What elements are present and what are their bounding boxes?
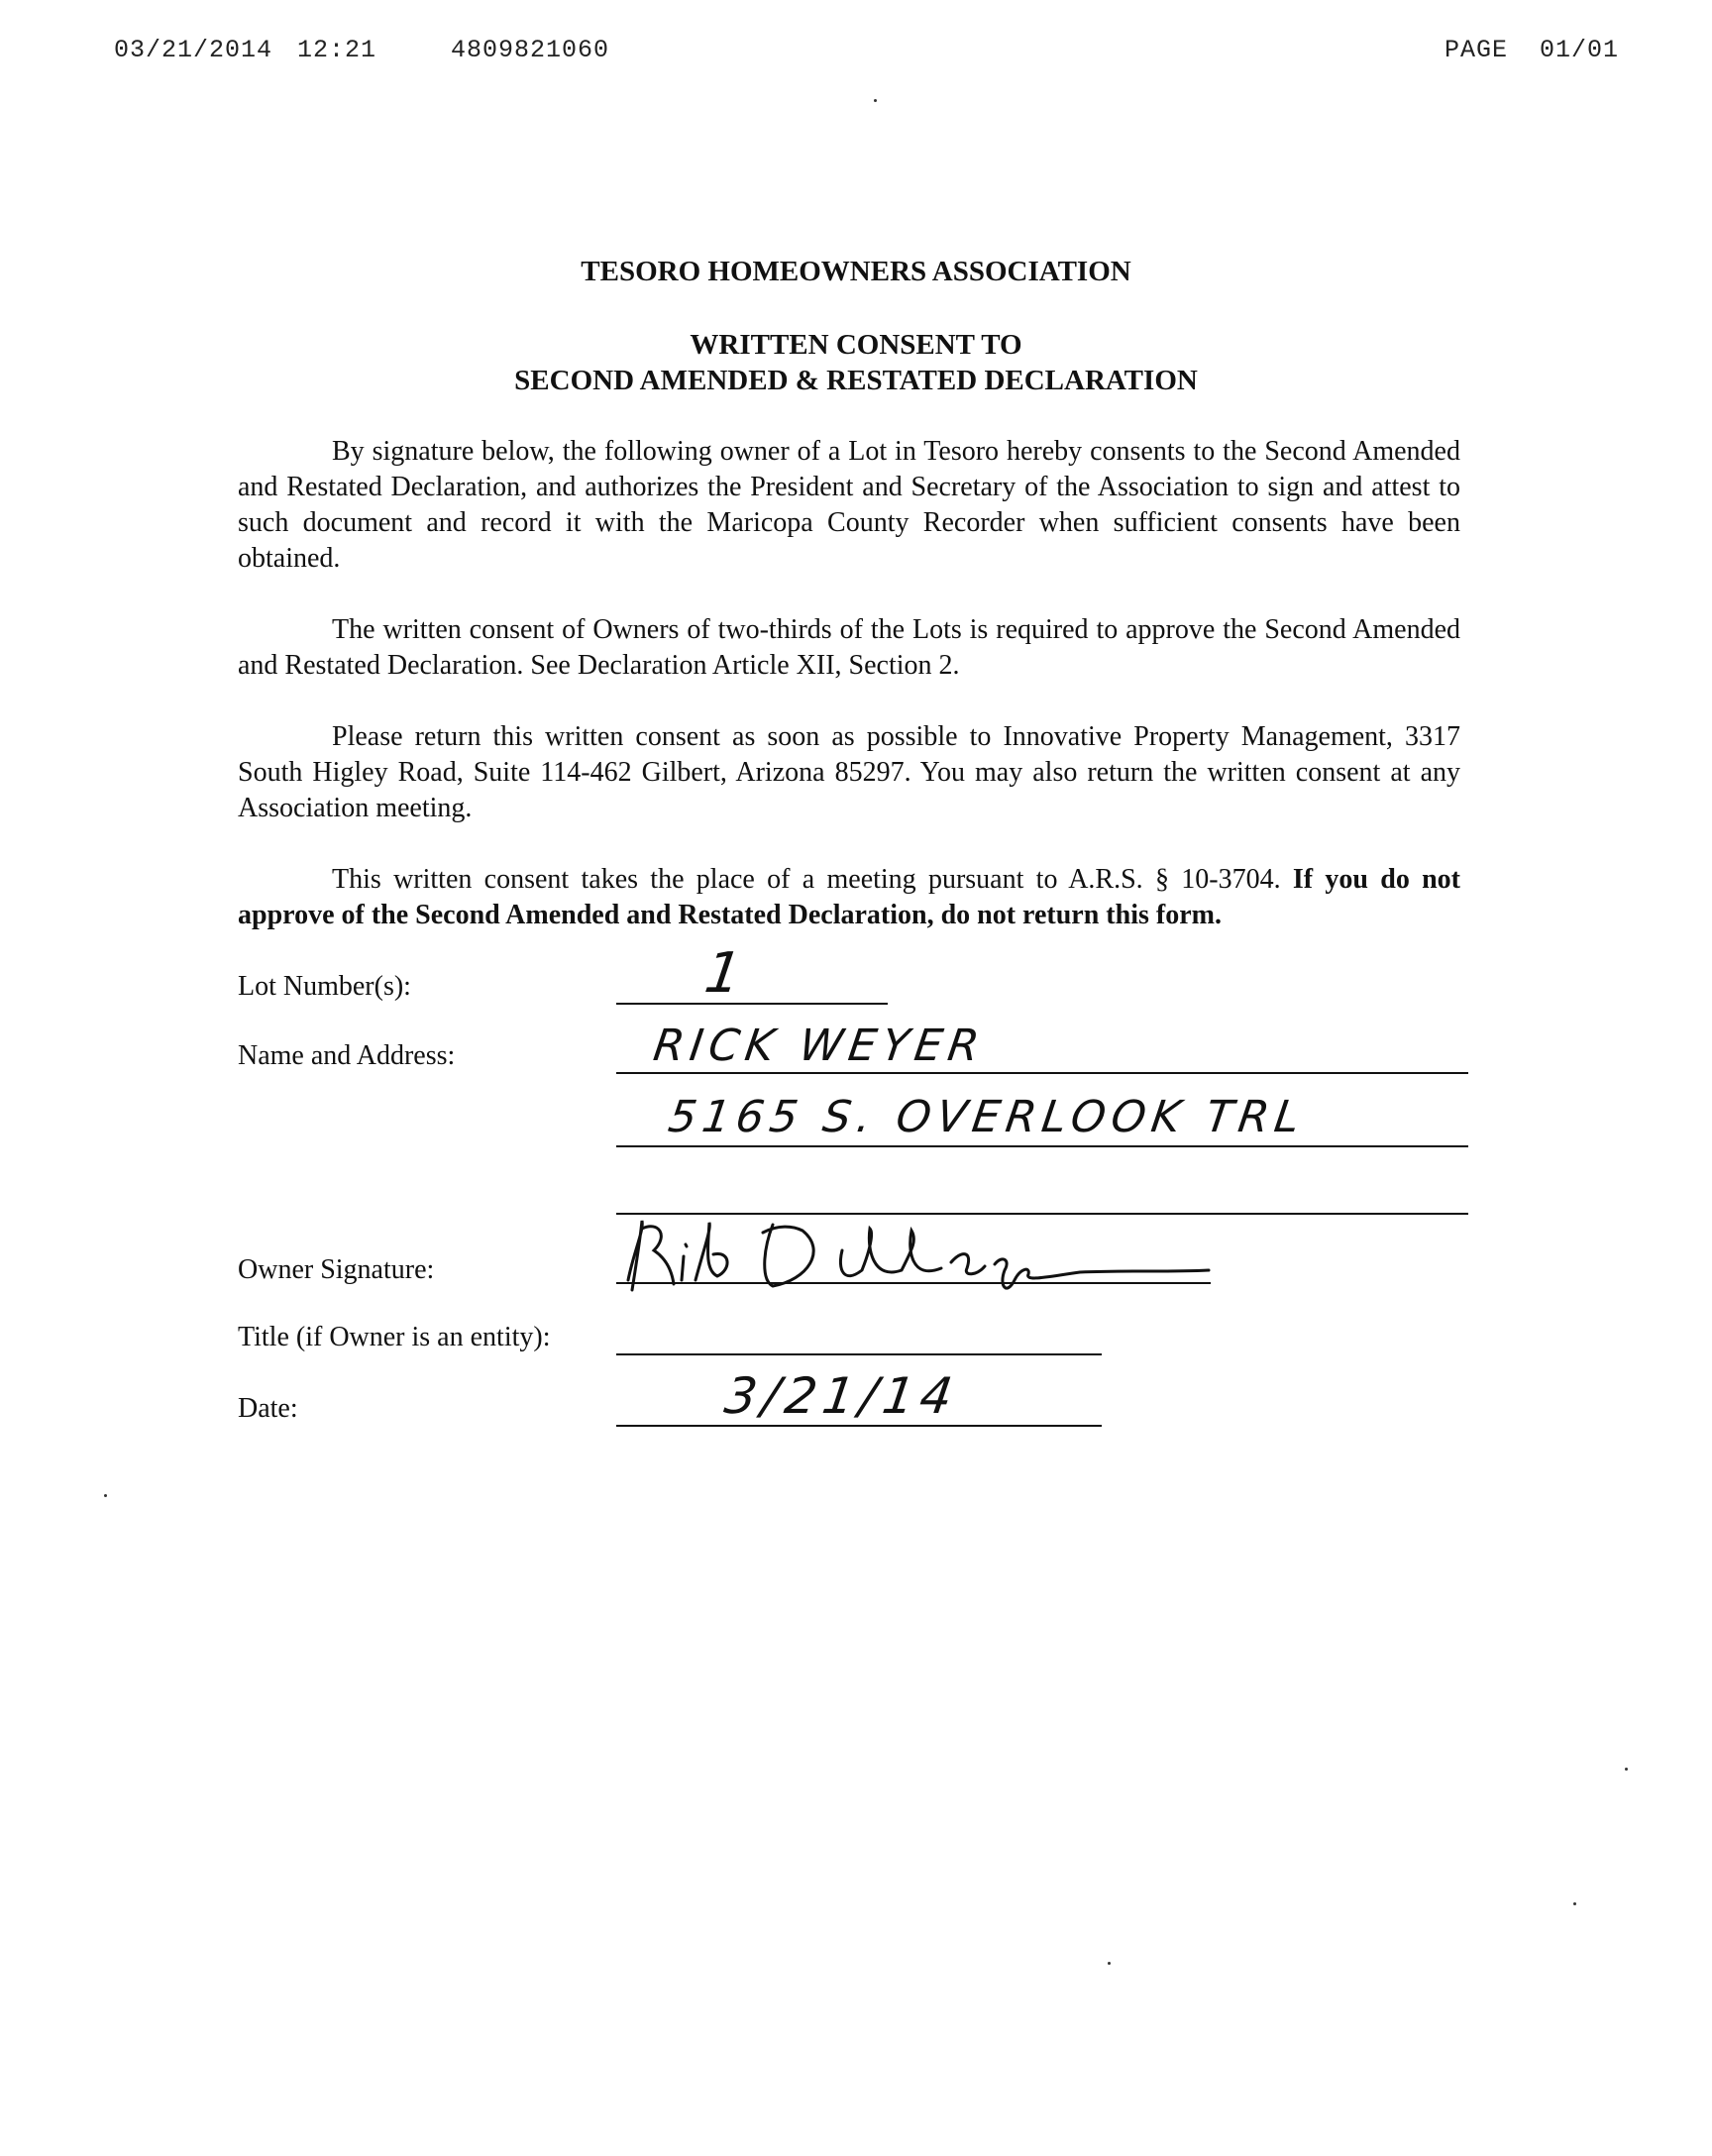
document-subtitle-line2: SECOND AMENDED & RESTATED DECLARATION <box>514 365 1198 396</box>
scan-speck <box>1108 1962 1111 1965</box>
lot-number-value[interactable]: 1 <box>700 941 752 1006</box>
owner-signature-label: Owner Signature: <box>238 1254 435 1285</box>
scan-speck <box>874 99 877 102</box>
do-not-return-warning: If you do not approve of the Second Amended and Restated Declaration, do not return this form. <box>238 864 1461 930</box>
date-label: Date: <box>238 1393 298 1424</box>
fax-time: 12:21 <box>297 36 377 64</box>
document-title: TESORO HOMEOWNERS ASSOCIATION <box>581 256 1131 287</box>
scan-speck <box>1573 1902 1576 1905</box>
owner-address-value[interactable]: 5165 S. OVERLOOK TRL <box>665 1092 1309 1142</box>
meeting-notice-text: This written consent takes the place of a meeting pursuant to A.R.S. § 10-3704. <box>332 864 1281 895</box>
document-subtitle-line1: WRITTEN CONSENT TO <box>690 329 1022 361</box>
owner-signature[interactable] <box>614 1211 1229 1302</box>
name-line <box>616 1072 1468 1074</box>
lot-number-label: Lot Number(s): <box>238 971 411 1002</box>
fax-date: 03/21/2014 <box>114 36 273 64</box>
address-line <box>616 1145 1468 1147</box>
two-thirds-paragraph: The written consent of Owners of two-thirds of the Lots is required to approve the Second Amended and Restated Declaration. See Declaration Article XII, Section 2. <box>238 614 1460 681</box>
signature-stroke <box>763 1225 941 1286</box>
date-value[interactable]: 3/21/14 <box>720 1367 962 1425</box>
date-line <box>616 1425 1102 1427</box>
signature-line <box>616 1282 1211 1284</box>
owner-name-value[interactable]: RICK WEYER <box>650 1021 989 1071</box>
signature-stroke <box>628 1221 727 1290</box>
scan-speck <box>1625 1768 1628 1771</box>
title-line <box>616 1353 1102 1355</box>
return-instructions-paragraph: Please return this written consent as soon as possible to Innovative Property Management, 3317 South Higley Road, Suite 114-462 Gilbert, Arizona 85297. You may also return the written consent at any Association meeting. <box>238 721 1460 823</box>
consent-paragraph: By signature below, the following owner of a Lot in Tesoro hereby consents to the Second Amended and Restated Declaration, and authorizes the President and Secretary of the Association to sign and attest to such document and record it with the Maricopa County Recorder when sufficient consents have been obtained. <box>238 436 1460 574</box>
lot-number-line <box>616 1003 888 1005</box>
fax-page-number: PAGE 01/01 <box>1444 36 1620 64</box>
fax-phone: 4809821060 <box>451 36 610 64</box>
title-entity-label: Title (if Owner is an entity): <box>238 1322 551 1352</box>
meeting-notice-paragraph <box>238 862 1460 933</box>
scan-speck <box>104 1494 107 1497</box>
name-address-label: Name and Address: <box>238 1040 456 1071</box>
